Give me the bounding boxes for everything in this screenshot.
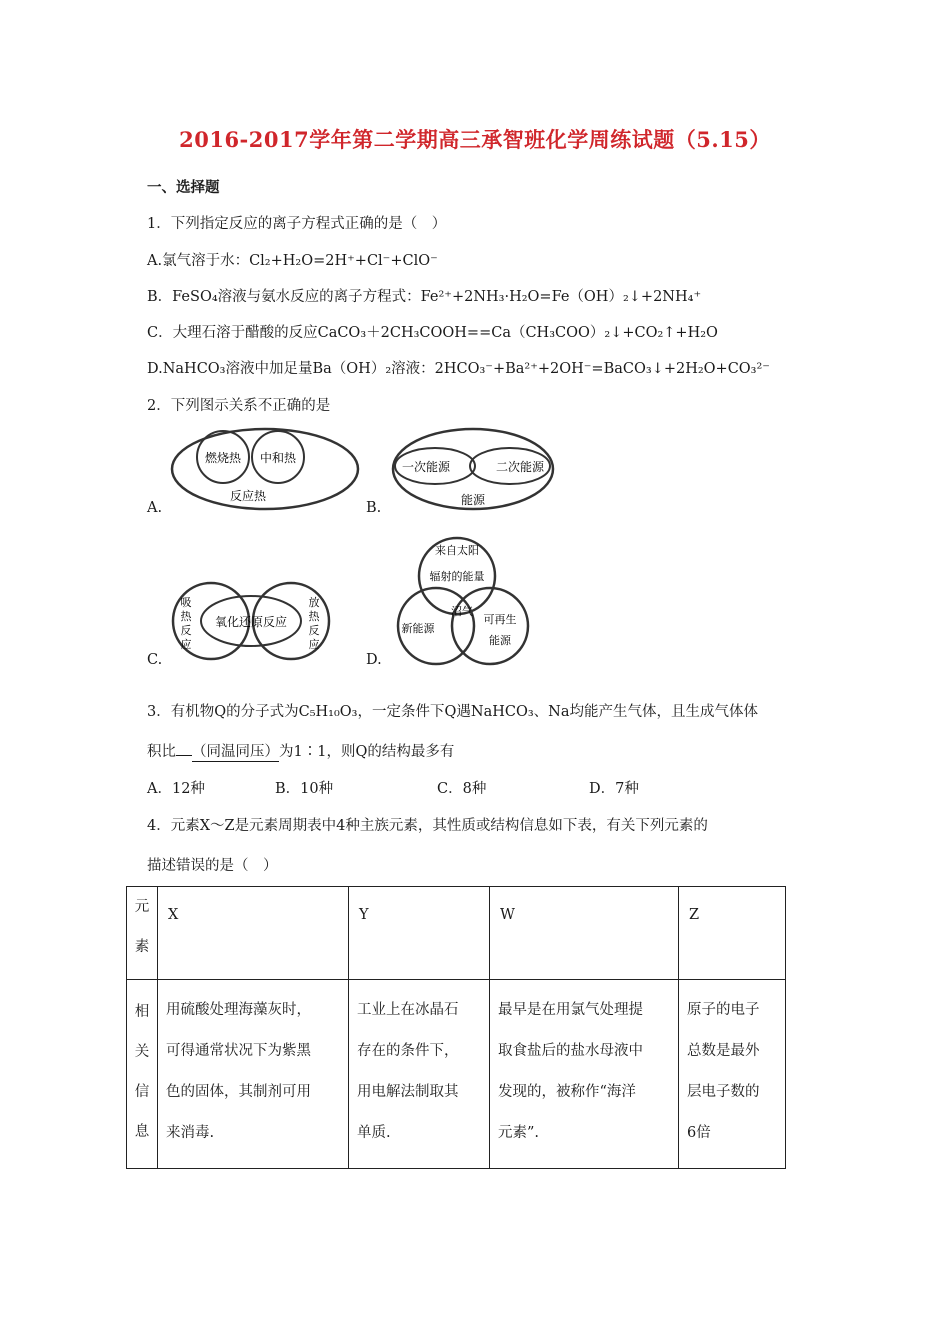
element-info-table — [126, 886, 786, 1169]
diagram-b-outer-label: 能源 — [460, 493, 486, 507]
q3-option-a: A．12种 — [147, 781, 205, 797]
diagram-c-left-char-2: 热 — [180, 610, 192, 623]
table-cell-z: 原子的电子 总数是最外 层电子数的 6倍 — [679, 980, 786, 1169]
q1-option-a: A.氯气溶于水：Cl₂+H₂O=2H⁺+Cl⁻+ClO⁻ — [147, 253, 438, 269]
diagram-c-left-char-1: 吸 — [180, 596, 192, 609]
q3-options — [147, 777, 639, 798]
table-head-label-char: 元 — [134, 899, 150, 915]
q3-line-2-pre: 积比 — [147, 744, 176, 760]
q3-option-d: D．7种 — [589, 781, 639, 797]
q2-stem: 2．下列图示关系不正确的是 — [147, 398, 331, 414]
q4-line-2: 描述错误的是（ ） — [147, 858, 278, 874]
table-header-row — [127, 887, 786, 980]
table-cell-y: 工业上在冰晶石 存在的条件下， 用电解法制取其 单质. — [349, 980, 490, 1169]
diagram-c-center-label: 氧化还原反应 — [214, 615, 288, 629]
diagram-a-outer-label: 反应热 — [229, 489, 267, 503]
diagram-c-right-char-2: 热 — [308, 610, 320, 623]
q2-label-c: C. — [147, 652, 163, 668]
table-head-w: W — [490, 887, 679, 980]
page-title: 2016-2017学年第二学期高三承智班化学周练试题（5.15） — [179, 127, 771, 152]
table-head-y: Y — [349, 887, 490, 980]
table-head-x: X — [158, 887, 349, 980]
diagram-c — [168, 580, 338, 670]
table-row — [127, 980, 786, 1169]
q4-line-1: 4．元素X～Z是元素周期表中4种主族元素，其性质或结构信息如下表，有关下列元素的 — [147, 818, 708, 834]
q1-option-b: B．FeSO₄溶液与氨水反应的离子方程式：Fe²⁺+2NH₃·H₂O=Fe（OH）₂↓+2NH₄⁺ — [147, 289, 702, 305]
diagram-d-right-circle — [452, 588, 528, 664]
table-row-label: 相 关 信 息 — [127, 980, 158, 1169]
q1-stem: 1．下列指定反应的离子方程式正确的是（ ） — [147, 216, 447, 232]
table-cell-x: 用硫酸处理海藻灰时， 可得通常状况下为紫黑 色的固体，其制剂可用 来消毒. — [158, 980, 349, 1169]
diagram-c-left-char-4: 应 — [180, 638, 192, 651]
diagram-b — [388, 424, 564, 524]
q1-option-c: C．大理石溶于醋酸的反应CaCO₃＋2CH₃COOH==Ca（CH₃COO）₂↓+CO₂↑+H₂O — [147, 325, 718, 341]
diagram-c-right-char-1: 放 — [308, 596, 320, 609]
table-cell-w: 最早是在用氯气处理提 取食盐后的盐水母液中 发现的，被称作“海洋 元素”. — [490, 980, 679, 1169]
q2-label-d: D. — [366, 652, 382, 668]
q3-line-2-post: 为1∶1，则Q的结构最多有 — [279, 744, 455, 760]
diagram-a — [168, 424, 368, 524]
diagram-d-top-label-2: 辐射的能量 — [429, 570, 485, 583]
diagram-c-left-char-3: 反 — [180, 624, 192, 637]
diagram-d-center-label: 沼气 — [451, 605, 473, 618]
diagram-d-left-label: 新能源 — [401, 622, 435, 635]
diagram-c-right-char-3: 反 — [308, 624, 320, 637]
q3-line-1: 3．有机物Q的分子式为C₅H₁₀O₃，一定条件下Q遇NaHCO₃、Na均能产生气体，且生成气体体 — [147, 704, 758, 720]
q3-blank-left — [176, 755, 192, 756]
diagram-d-right-label-1: 可再生 — [483, 613, 517, 626]
q3-option-c: C．8种 — [437, 781, 487, 797]
diagram-b-left-label: 一次能源 — [401, 460, 451, 474]
diagram-d — [390, 534, 540, 672]
diagram-a-left-label: 燃烧热 — [204, 451, 242, 465]
diagram-d-right-label-2: 能源 — [489, 634, 511, 647]
section-heading: 一、选择题 — [147, 179, 220, 196]
q2-label-a: A. — [147, 500, 163, 516]
q3-line-2 — [147, 740, 454, 762]
q3-option-b: B．10种 — [275, 781, 334, 797]
q3-blank: （同温同压） — [192, 740, 279, 762]
q1-option-d: D.NaHCO₃溶液中加足量Ba（OH）₂溶液：2HCO₃⁻+Ba²⁺+2OH⁻=BaCO₃↓+2H₂O+CO₃²⁻ — [147, 361, 770, 377]
diagram-c-right-char-4: 应 — [308, 638, 320, 651]
table-head-label — [127, 887, 158, 980]
diagram-d-top-label-1: 来自太阳 — [435, 544, 479, 557]
table-head-label-char: 素 — [134, 939, 150, 955]
q2-label-b: B. — [366, 500, 382, 516]
table-head-z: Z — [679, 887, 786, 980]
diagram-b-right-label: 二次能源 — [495, 460, 545, 474]
diagram-a-right-label: 中和热 — [259, 451, 297, 465]
